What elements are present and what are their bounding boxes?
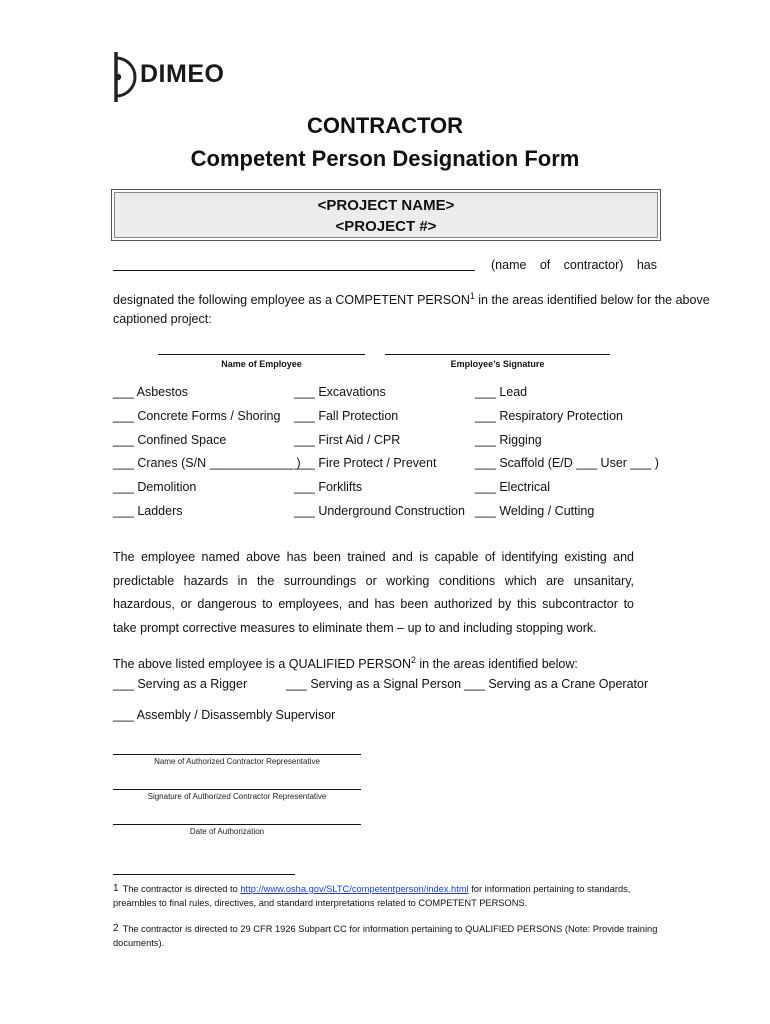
project-number: <PROJECT #>	[335, 218, 437, 235]
osha-competent-person-link[interactable]: http://www.osha.gov/SLTC/competentperson/index.html	[240, 884, 469, 894]
footnote-2: 2 The contractor is directed to 29 CFR 1926 Subpart CC for information pertaining to QUALIFIED PERSONS (Note: Provide training documents).	[113, 923, 658, 948]
area-concrete-forms[interactable]: ___ Concrete Forms / Shoring	[113, 409, 281, 423]
area-fire-protect[interactable]: ___ Fire Protect / Prevent	[294, 456, 437, 470]
qualified-assembly-supervisor[interactable]: ___ Assembly / Disassembly Supervisor	[113, 708, 336, 722]
dimeo-logo	[112, 46, 225, 106]
authorization-date-line[interactable]	[113, 824, 361, 825]
area-excavations[interactable]: ___ Excavations	[294, 385, 386, 399]
designation-sentence: designated the following employee as a COMPETENT PERSON$^1$ in the areas identified below for the above	[113, 291, 710, 308]
area-first-aid[interactable]: ___ First Aid / CPR	[294, 433, 401, 447]
area-welding-cutting[interactable]: ___ Welding / Cutting	[475, 504, 595, 518]
form-title-contractor: CONTRACTOR	[306, 113, 464, 138]
form-title: Competent Person Designation Form	[190, 146, 580, 171]
area-lead[interactable]: ___ Lead	[475, 385, 528, 399]
logo-text: DIMEO	[140, 60, 225, 88]
area-respiratory-protection[interactable]: ___ Respiratory Protection	[475, 409, 623, 423]
area-cranes[interactable]: ___ Cranes (S/N ____________ )	[113, 456, 301, 470]
area-fall-protection[interactable]: ___ Fall Protection	[294, 409, 399, 423]
qualified-person-sentence: The above listed employee is a QUALIFIED PERSON$^2$ in the areas identified below:	[113, 655, 578, 672]
authorization-date-label: Date of Authorization	[189, 827, 265, 836]
footnote-1-mark: 1	[113, 883, 119, 894]
employee-signature-line[interactable]	[385, 354, 610, 355]
project-name: <PROJECT NAME>	[317, 197, 455, 214]
trained-paragraph: The employee named above has been trained and is capable of identifying existing and predictable hazards in the surroundings or working conditions which are unsanitary, hazardous, or dangerous to employees, and has been authorized by this subcontractor to take prompt corrective measures to eliminate them – up to and including stopping work.	[113, 550, 634, 636]
qualified-rigger[interactable]: ___ Serving as a Rigger	[113, 677, 248, 691]
footnote-1: 1 The contractor is directed to http://www.osha.gov/SLTC/competentperson/index.html for information pertaining to standards, preambles to final rules, directives, and standard interpretations related to COMPETENT PERSONS.	[113, 883, 631, 908]
project-box	[111, 189, 661, 241]
contractor-name-line[interactable]	[113, 270, 475, 271]
authorized-name-label: Name of Authorized Contractor Representative	[154, 757, 320, 766]
area-demolition[interactable]: ___ Demolition	[113, 480, 197, 494]
area-confined-space[interactable]: ___ Confined Space	[113, 433, 227, 447]
area-asbestos[interactable]: ___ Asbestos	[113, 385, 189, 399]
captioned-project-text: captioned project:	[113, 312, 212, 326]
qualified-signal-person[interactable]: ___ Serving as a Signal Person	[286, 677, 462, 691]
area-forklifts[interactable]: ___ Forklifts	[294, 480, 363, 494]
authorized-name-line[interactable]	[113, 754, 361, 755]
area-rigging[interactable]: ___ Rigging	[475, 433, 542, 447]
name-of-contractor-label: (name of contractor) has	[491, 258, 657, 272]
area-underground-construction[interactable]: ___ Underground Construction	[294, 504, 465, 518]
employee-name-line[interactable]	[158, 354, 365, 355]
area-ladders[interactable]: ___ Ladders	[113, 504, 183, 518]
authorized-signature-line[interactable]	[113, 789, 361, 790]
qualified-crane-operator[interactable]: ___ Serving as a Crane Operator	[464, 677, 649, 691]
authorized-signature-label: Signature of Authorized Contractor Representative	[147, 792, 327, 801]
employee-name-label: Name of Employee	[221, 359, 302, 369]
area-electrical[interactable]: ___ Electrical	[475, 480, 551, 494]
employee-signature-label: Employee’s Signature	[450, 359, 545, 369]
area-scaffold[interactable]: ___ Scaffold (E/D ___ User ___ )	[475, 456, 659, 470]
footnote-separator	[113, 874, 295, 875]
footnote-2-mark: 2	[113, 923, 119, 934]
dimeo-logo-mark-icon	[112, 50, 138, 104]
